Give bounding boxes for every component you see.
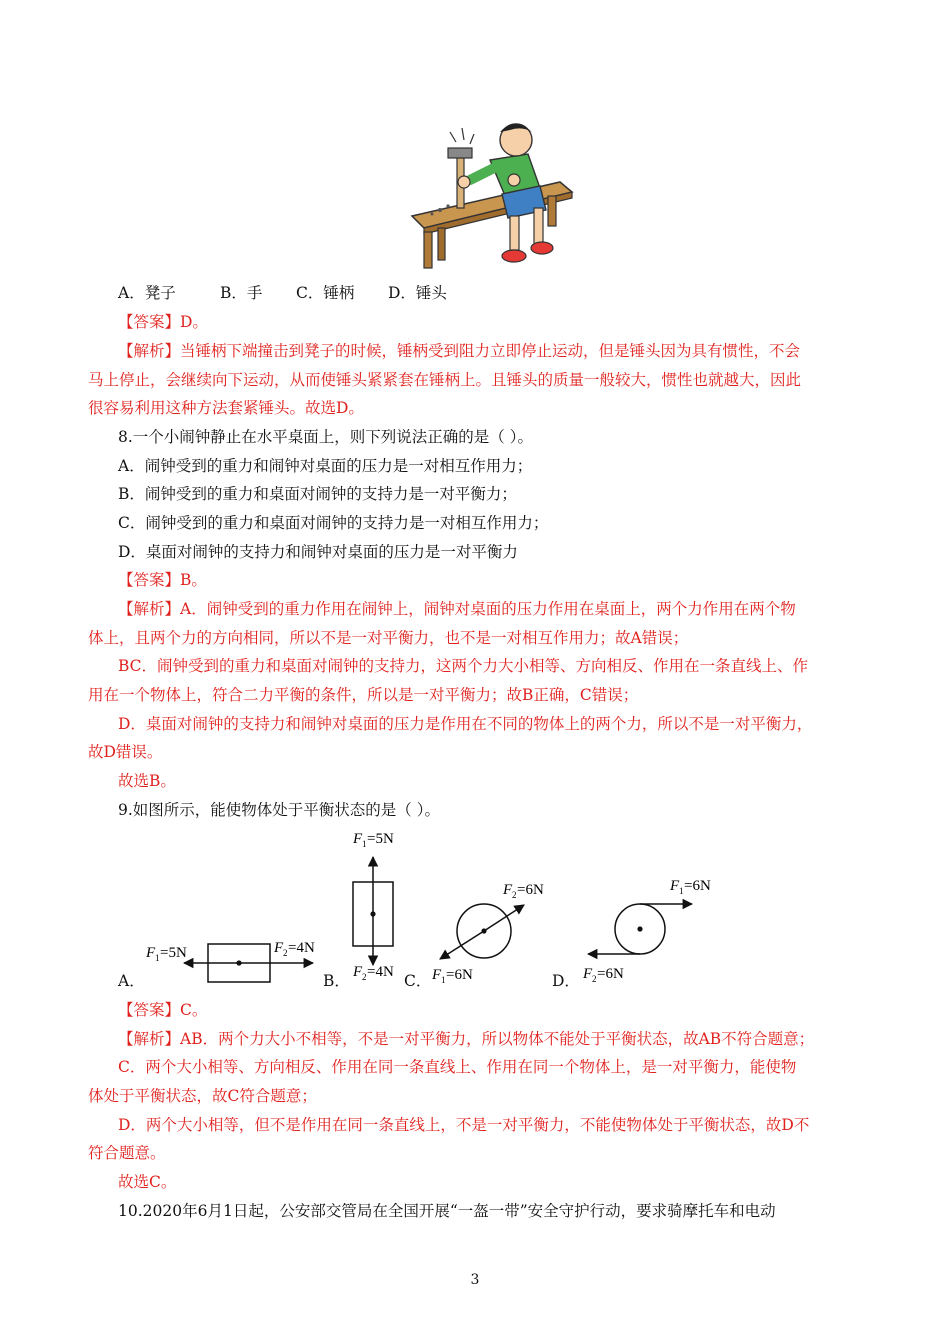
figure-d-f1-label: =6N: [684, 878, 711, 894]
figure-c-f2-arrow: [484, 905, 524, 931]
figure-d-f2-symbol: F: [583, 966, 593, 982]
q8-stem: 8.一个小闹钟静止在水平桌面上，则下列说法正确的是（ ）。: [118, 428, 533, 446]
q9-figure-label-d: D．: [552, 972, 580, 990]
figure-d-f1-sub: 1: [679, 886, 684, 896]
q9-answer: 【答案】C。: [118, 1001, 208, 1019]
figure-d-f1-symbol: F: [670, 878, 680, 894]
q8-option-b: B．闹钟受到的重力和桌面对闹钟的支持力是一对平衡力；: [118, 485, 517, 503]
hammer-bench-illustration: [410, 118, 575, 270]
figure-c-f2-label: =6N: [517, 882, 544, 898]
page-number: 3: [470, 1272, 480, 1288]
figure-b-f2-sub: 2: [362, 972, 367, 982]
q7-analysis-line-3: 很容易利用这种方法套紧锤头。故选D。: [88, 399, 364, 417]
figure-c: [431, 882, 544, 985]
q9-figure-label-a: A．: [118, 972, 145, 990]
figure-c-f1-sub: 1: [441, 975, 446, 985]
figure-b-f1-symbol: F: [353, 831, 363, 847]
q8-analysis-line-6: 故D错误。: [88, 743, 163, 761]
figure-c-f1-symbol: F: [432, 967, 442, 983]
q7-option-a: A．凳子: [118, 284, 176, 302]
q8-option-d: D．桌面对闹钟的支持力和闹钟对桌面的压力是一对平衡力: [118, 543, 518, 561]
figure-c-f2-symbol: F: [503, 882, 513, 898]
figure-d-f2-sub: 2: [592, 974, 597, 984]
q9-figure-label-b: B．: [323, 972, 350, 990]
q10-stem: 10.2020年6月1日起，公安部交管局在全国开展“一盔一带”安全守护行动，要求骑摩托车和电动: [118, 1202, 776, 1220]
q8-analysis-line-2: 体上，且两个力的方向相同，所以不是一对平衡力，也不是一对相互作用力；故A错误；: [88, 629, 689, 647]
figure-a: [145, 940, 315, 982]
q7-option-d: D．锤头: [388, 284, 447, 302]
figure-a-f1-symbol: F: [146, 945, 156, 961]
q8-option-a: A．闹钟受到的重力和闹钟对桌面的压力是一对相互作用力；: [118, 457, 533, 475]
figure-d: [582, 878, 711, 984]
q7-analysis-line-1: 【解析】当锤柄下端撞击到凳子的时候，锤柄受到阻力立即停止运动，但是锤头因为具有惯性，不会: [118, 342, 801, 360]
figure-b-f2-symbol: F: [353, 964, 363, 980]
q8-answer: 【答案】B。: [118, 571, 207, 589]
q8-analysis-line-5: D．桌面对闹钟的支持力和闹钟对桌面的压力是作用在不同的物体上的两个力，所以不是一对平衡力，: [118, 715, 813, 733]
q8-analysis-line-1: 【解析】A．闹钟受到的重力作用在闹钟上，闹钟对桌面的压力作用在桌面上，两个力作用在两个物: [118, 600, 796, 618]
q9-analysis-line-2: C．两个大小相等、方向相反、作用在同一条直线上、作用在同一个物体上，是一对平衡力，能使物: [118, 1058, 797, 1076]
figure-c-f1-label: =6N: [446, 967, 473, 983]
figure-b-f1-sub: 1: [362, 839, 367, 849]
q9-figure-label-c: C．: [404, 972, 432, 990]
q7-option-c: C．锤柄: [296, 284, 355, 302]
q7-answer: 【答案】D。: [118, 313, 208, 331]
q8-option-c: C．闹钟受到的重力和桌面对闹钟的支持力是一对相互作用力；: [118, 514, 549, 532]
q9-analysis-line-4: D．两个大小相等，但不是作用在同一条直线上，不是一对平衡力，不能使物体处于平衡状态，故D不: [118, 1116, 810, 1134]
figure-a-f1-label: =5N: [160, 945, 187, 961]
figure-c-f2-sub: 2: [512, 890, 517, 900]
figure-a-f2-symbol: F: [274, 940, 284, 956]
q8-analysis-line-4: 用在一个物体上，符合二力平衡的条件，所以是一对平衡力；故B正确，C错误；: [88, 686, 639, 704]
q9-stem: 9.如图所示，能使物体处于平衡状态的是（ ）。: [118, 801, 440, 819]
figure-a-f2-sub: 2: [283, 948, 288, 958]
q8-analysis-line-3: BC．闹钟受到的重力和桌面对闹钟的支持力，这两个力大小相等、方向相反、作用在一条直线上、作: [118, 657, 809, 675]
q9-analysis-line-1: 【解析】AB．两个力大小不相等，不是一对平衡力，所以物体不能处于平衡状态，故AB不符合题意；: [118, 1030, 815, 1048]
figure-c-f1-arrow: [440, 931, 484, 959]
q9-force-diagrams: [0, 825, 950, 995]
q7-option-b: B．手: [220, 284, 263, 302]
figure-d-f2-label: =6N: [597, 966, 624, 982]
q9-conclusion: 故选C。: [118, 1173, 177, 1191]
q9-analysis-line-5: 符合题意。: [88, 1144, 166, 1162]
figure-b-f1-label: =5N: [367, 831, 394, 847]
figure-a-f2-label: =4N: [288, 940, 315, 956]
figure-b-f2-label: =4N: [367, 964, 394, 980]
q9-analysis-line-3: 体处于平衡状态，故C符合题意；: [88, 1087, 317, 1105]
figure-b: [352, 831, 394, 982]
q7-analysis-line-2: 马上停止，会继续向下运动，从而使锤头紧紧套在锤柄上。且锤头的质量一般较大，惯性也就越大，因此: [88, 371, 802, 389]
figure-a-f1-sub: 1: [155, 953, 160, 963]
q8-conclusion: 故选B。: [118, 772, 176, 790]
